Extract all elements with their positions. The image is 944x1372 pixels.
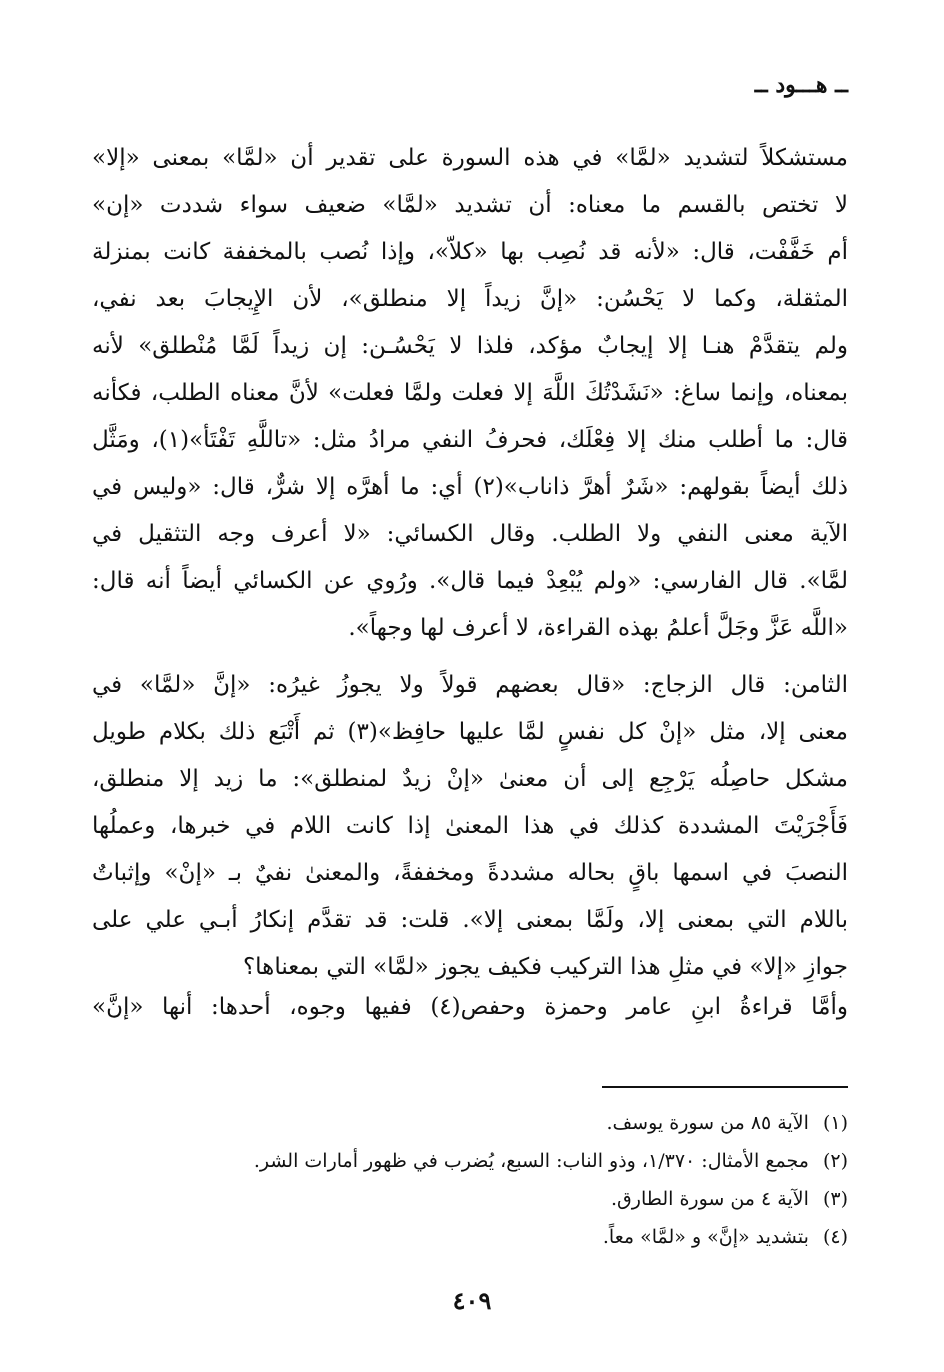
footnote-number: (٤) [822, 1226, 848, 1248]
text-line: بمعناه، وإنما ساغ: «نَشَدْتُكَ اللَّهَ إلا فعلت ولمَّا فعلت» لأنَّ معناه الطلب، فكأنه [92, 380, 848, 406]
footnote-number: (١) [822, 1112, 848, 1134]
footnote-number: (٣) [822, 1188, 848, 1210]
page-number: ٤٠٩ [452, 1286, 492, 1315]
paragraph-1 [92, 135, 848, 652]
text-line: معنى إلا، مثل «إنْ كل نفسٍ لمَّا عليها حافِظ»(٣) ثم أَتْبَع ذلك بكلام طويل [92, 719, 848, 745]
footnote-text: الآية ٨٥ من سورة يوسف. [606, 1112, 809, 1134]
footnote-text: مجمع الأمثال: ١/٣٧٠، وذو الناب: السبع، يُضرب في ظهور أمارات الشر. [253, 1150, 809, 1172]
text-line: ولم يتقدَّمْ هنـا إلا إيجابٌ مؤكد، فلذا لا يَحْسُـن: إن زيداً لَمَّا مُنْطلق» لأنه [92, 333, 848, 359]
text-line: مشكل حاصِلُه يَرْجِع إلى أن معنىٰ «إنْ زيدٌ لمنطلق»: ما زيد إلا منطلق، [92, 766, 848, 792]
footnotes [92, 1104, 848, 1256]
running-head: ــ هـــود ــ [754, 72, 848, 98]
footnote [92, 1180, 848, 1218]
footnote-text: الآية ٤ من سورة الطارق. [611, 1188, 809, 1210]
text-line: النصبَ في اسمها باقٍ بحاله مشددةً ومخففةً، والمعنىٰ نفيٌ بـ «إنْ» وإثباتٌ [92, 860, 848, 886]
text-line: لا تختص بالقسم ما معناه: أن تشديد «لمَّا» ضعيف سواء شددت «إن» [92, 192, 848, 218]
text-line: جوازِ «إلا» في مثلِ هذا التركيب فكيف يجوز «لمَّا» التي بمعناها؟ [242, 954, 848, 980]
text-line: مستشكلاً لتشديد «لمَّا» في هذه السورة على تقدير أن «لمَّا» بمعنى «إلا» [92, 145, 848, 171]
text-line: لمَّا». قال الفارسي: «ولم يُبْعِدْ فيما قال». ورُوي عن الكسائي أيضاً أنه قال: [92, 568, 848, 594]
footnote [92, 1142, 848, 1180]
footnote-separator [602, 1086, 848, 1088]
text-line: أم خَفَّفْت، قال: «لأنه قد نُصِب بها «كلاّ»، وإذا نُصب بالمخففة كانت بمنزلة [92, 239, 848, 265]
footnote-text: بتشديد «إنَّ» و «لمَّا» معاً. [602, 1226, 809, 1248]
text-line: وأمَّا قراءةُ ابنِ عامر وحمزة وحفص(٤) ففيها وجوه، أحدها: أنها «إنَّ» [92, 994, 848, 1020]
text-line: باللام التي بمعنى إلا، ولَمَّا بمعنى إلا». قلت: قد تقدَّم إنكارُ أبـي علي على [92, 907, 848, 933]
footnote [92, 1104, 848, 1142]
text-line: الآية معنى النفي ولا الطلب. وقال الكسائي: «لا أعرف وجه التثقيل في [92, 521, 848, 547]
text-line: ذلك أيضاً بقولهم: «شَرٌ أهرَّ ذاناب»(٢) أي: ما أهرَّه إلا شرٌّ، قال: «وليس في [92, 474, 848, 500]
text-line: «اللَّه عَزَّ وجَلَّ أعلمُ بهذه القراءة، لا أعرف لها وجهاً». [348, 615, 848, 641]
paragraph-2 [92, 662, 848, 991]
footnote [92, 1218, 848, 1256]
text-line: قال: ما أطلب منك إلا فِعْلَك، فحرفُ النفي مرادُ مثل: «تاللَّهِ تَفْتَأ»(١)، ومَثَّل [92, 427, 848, 453]
text-line: الثامن: قال الزجاج: «قال بعضهم قولاً ولا يجوزُ غيرُه: «إنَّ «لمَّا» في [92, 672, 848, 698]
footnote-number: (٢) [822, 1150, 848, 1172]
text-line: المثقلة، وكما لا يَحْسُن: «إنَّ زيداً إلا منطلق»، لأن الإِيجابَ بعد نفي، [92, 286, 848, 312]
paragraph-3 [92, 984, 848, 1031]
text-line: فَأَجْرَيْتَ المشددة كذلك في هذا المعنىٰ إذا كانت اللام في خبرها، وعملُها [92, 813, 848, 839]
